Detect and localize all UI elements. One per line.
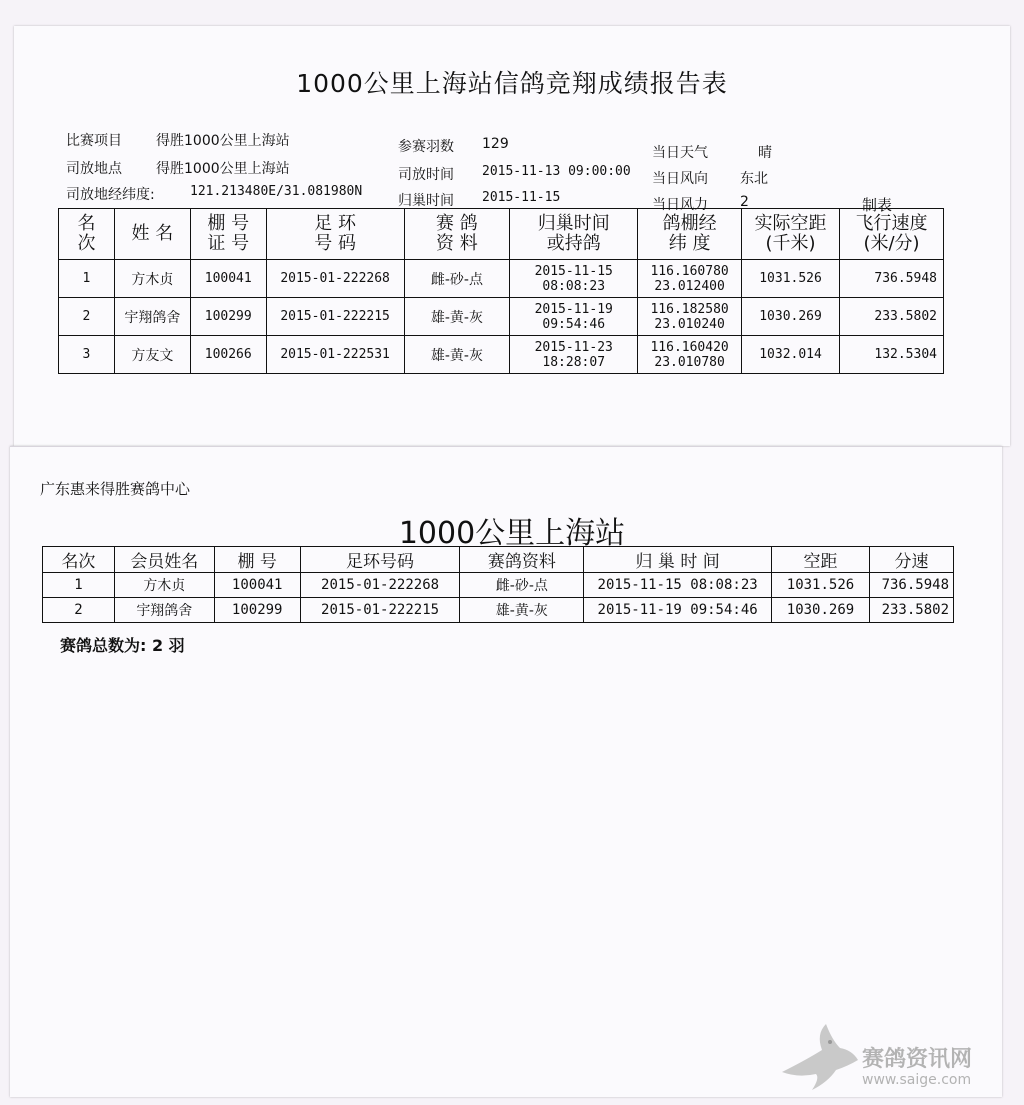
return-time: 2015-11-19 09:54:46 xyxy=(584,598,772,623)
coords-label: 司放地经纬度: xyxy=(66,187,155,203)
pigeon: 雌-砂-点 xyxy=(404,260,510,298)
release-time: 2015-11-13 09:00:00 xyxy=(482,164,631,179)
col-member-name: 会员姓名 xyxy=(114,547,214,573)
pigeon: 雌-砂-点 xyxy=(460,573,584,598)
report-title: 1000公里上海站信鸽竞翔成绩报告表 xyxy=(296,69,728,98)
time-cell xyxy=(510,298,638,336)
lat: 23.010240 xyxy=(654,316,725,332)
watermark-url: www.saige.com xyxy=(862,1072,972,1088)
col-time: 归 巢 时 间 xyxy=(584,547,772,573)
col-pigeon: 赛 鸽 资 料 xyxy=(404,209,510,260)
coords-cell xyxy=(638,298,742,336)
results-header-row xyxy=(43,547,954,573)
col-rank: 名 次 xyxy=(59,209,115,260)
entries-label: 参赛羽数 xyxy=(398,139,454,155)
rank: 2 xyxy=(43,598,115,623)
col-ring: 足 环 号 码 xyxy=(266,209,404,260)
rank: 3 xyxy=(59,336,115,374)
col-loft: 棚 号 证 号 xyxy=(190,209,266,260)
report-table xyxy=(58,208,944,374)
col-distance: 空距 xyxy=(772,547,870,573)
table-row xyxy=(59,336,944,374)
speed: 132.5304 xyxy=(840,336,944,374)
ring: 2015-01-222215 xyxy=(300,598,460,623)
pigeon: 雄-黄-灰 xyxy=(404,298,510,336)
return-time: 2015-11-15 08:08:23 xyxy=(584,573,772,598)
time-date: 2015-11-15 xyxy=(534,263,613,279)
report-header-row xyxy=(59,209,944,260)
name: 方木贞 xyxy=(114,260,190,298)
table-row xyxy=(59,260,944,298)
table-row xyxy=(59,298,944,336)
col-loft: 棚 号 xyxy=(214,547,300,573)
loft: 100299 xyxy=(214,598,300,623)
release-site: 得胜1000公里上海站 xyxy=(156,161,290,177)
weather: 晴 xyxy=(758,145,772,161)
organization-name: 广东惠来得胜赛鸽中心 xyxy=(40,480,191,498)
ring: 2015-01-222215 xyxy=(266,298,404,336)
ring: 2015-01-222268 xyxy=(300,573,460,598)
table-row xyxy=(43,598,954,623)
wind-force-label: 当日风力 xyxy=(652,197,708,213)
lon: 116.182580 xyxy=(650,301,729,317)
race-item-label: 比赛项目 xyxy=(66,133,122,149)
col-ring: 足环号码 xyxy=(300,547,460,573)
lon: 116.160780 xyxy=(650,263,729,279)
loft: 100266 xyxy=(190,336,266,374)
results-title: 1000公里上海站 xyxy=(398,516,626,551)
entries: 129 xyxy=(482,136,509,152)
time-clock: 08:08:23 xyxy=(542,278,606,294)
results-table xyxy=(42,546,954,623)
loft: 100041 xyxy=(190,260,266,298)
time-date: 2015-11-23 xyxy=(534,339,613,355)
total-count: 赛鸽总数为: 2 羽 xyxy=(60,636,185,655)
col-coords: 鸽棚经 纬 度 xyxy=(638,209,742,260)
rank: 1 xyxy=(59,260,115,298)
time-cell xyxy=(510,336,638,374)
return-label: 归巢时间 xyxy=(398,193,454,209)
col-pigeon: 赛鸽资料 xyxy=(460,547,584,573)
lon: 116.160420 xyxy=(650,339,729,355)
name: 宇翔鸽舍 xyxy=(114,298,190,336)
distance: 1030.269 xyxy=(742,298,840,336)
distance: 1030.269 xyxy=(772,598,870,623)
pigeon: 雄-黄-灰 xyxy=(404,336,510,374)
race-item: 得胜1000公里上海站 xyxy=(156,133,290,149)
distance: 1031.526 xyxy=(742,260,840,298)
loft: 100299 xyxy=(190,298,266,336)
speed: 736.5948 xyxy=(869,573,953,598)
table-row xyxy=(43,573,954,598)
return-date: 2015-11-15 xyxy=(482,190,561,205)
wind-dir-label: 当日风向 xyxy=(652,171,708,187)
weather-label: 当日天气 xyxy=(652,145,708,161)
watermark-text: 赛鸽资讯网 xyxy=(862,1047,973,1072)
name: 宇翔鸽舍 xyxy=(114,598,214,623)
lat: 23.012400 xyxy=(654,278,725,294)
speed: 736.5948 xyxy=(840,260,944,298)
time-clock: 09:54:46 xyxy=(542,316,606,332)
coords: 121.213480E/31.081980N xyxy=(190,184,363,199)
name: 方木贞 xyxy=(114,573,214,598)
col-name: 姓 名 xyxy=(114,209,190,260)
coords-cell xyxy=(638,260,742,298)
coords-cell xyxy=(638,336,742,374)
wind-dir: 东北 xyxy=(740,171,768,187)
make-table-label: 制表 xyxy=(862,196,893,214)
rank: 1 xyxy=(43,573,115,598)
name: 方友文 xyxy=(114,336,190,374)
col-distance: 实际空距 (千米) xyxy=(742,209,840,260)
distance: 1032.014 xyxy=(742,336,840,374)
pigeon: 雄-黄-灰 xyxy=(460,598,584,623)
distance: 1031.526 xyxy=(772,573,870,598)
time-clock: 18:28:07 xyxy=(542,354,606,370)
ring: 2015-01-222531 xyxy=(266,336,404,374)
ring: 2015-01-222268 xyxy=(266,260,404,298)
col-rank: 名次 xyxy=(43,547,115,573)
speed: 233.5802 xyxy=(869,598,953,623)
time-date: 2015-11-19 xyxy=(534,301,613,317)
lat: 23.010780 xyxy=(654,354,725,370)
release-time-label: 司放时间 xyxy=(398,167,454,183)
time-cell xyxy=(510,260,638,298)
loft: 100041 xyxy=(214,573,300,598)
speed: 233.5802 xyxy=(840,298,944,336)
col-speed: 飞行速度 (米/分) xyxy=(840,209,944,260)
rank: 2 xyxy=(59,298,115,336)
release-site-label: 司放地点 xyxy=(66,161,122,177)
col-speed: 分速 xyxy=(869,547,953,573)
col-time: 归巢时间 或持鸽 xyxy=(510,209,638,260)
wind-force: 2 xyxy=(740,194,749,210)
